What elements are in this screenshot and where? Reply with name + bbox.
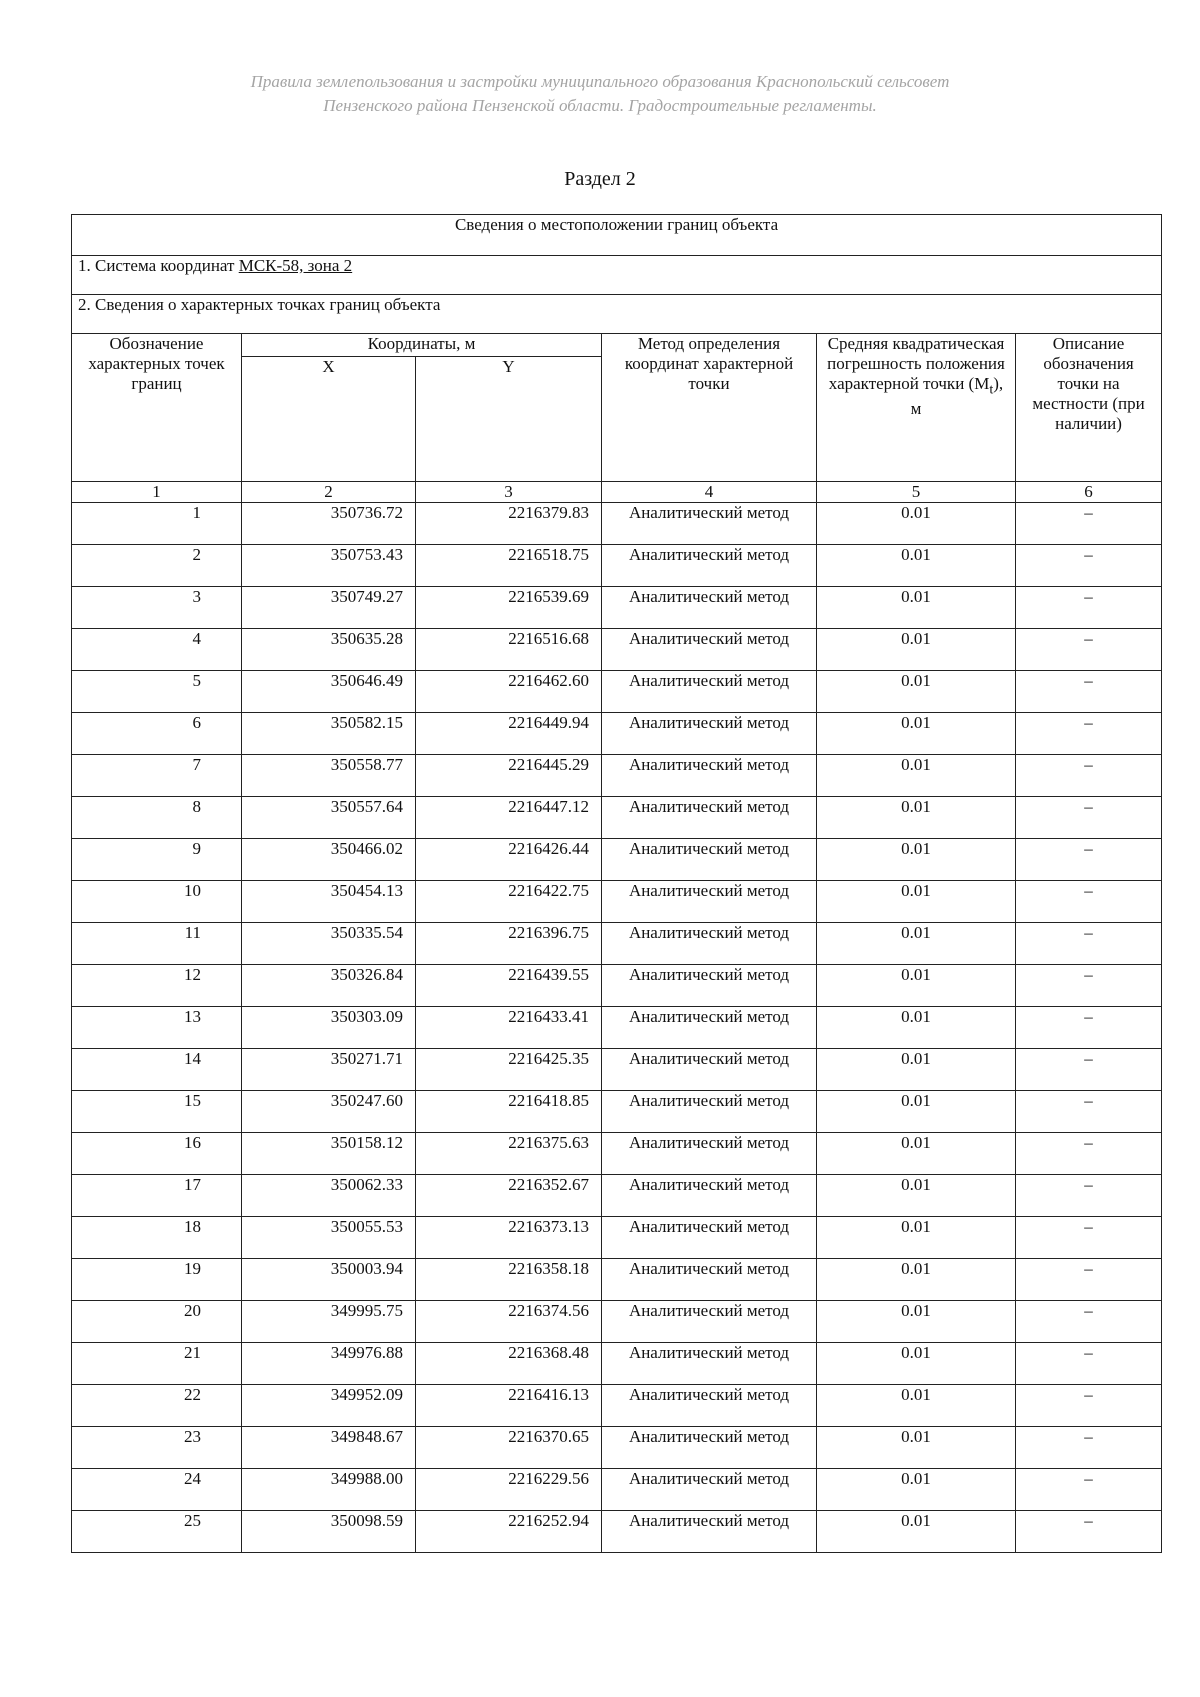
y-coordinate-cell: 2216426.44 [416, 839, 602, 881]
error-cell: 0.01 [817, 1133, 1016, 1175]
error-cell: 0.01 [817, 881, 1016, 923]
x-coordinate-cell: 349995.75 [242, 1301, 416, 1343]
x-coordinate-cell: 350271.71 [242, 1049, 416, 1091]
y-coordinate-cell: 2216518.75 [416, 545, 602, 587]
error-cell: 0.01 [817, 1175, 1016, 1217]
x-coordinate-cell: 350635.28 [242, 629, 416, 671]
error-cell: 0.01 [817, 1427, 1016, 1469]
y-coordinate-cell: 2216447.12 [416, 797, 602, 839]
method-cell: Аналитический метод [602, 1301, 817, 1343]
method-cell: Аналитический метод [602, 1091, 817, 1133]
table-row [72, 965, 1162, 1007]
error-cell: 0.01 [817, 1511, 1016, 1553]
x-coordinate-cell: 350646.49 [242, 671, 416, 713]
point-number-cell: 25 [72, 1511, 242, 1553]
table-row [72, 629, 1162, 671]
x-coordinate-cell: 349848.67 [242, 1427, 416, 1469]
method-cell: Аналитический метод [602, 965, 817, 1007]
header-error [817, 334, 1016, 482]
error-cell: 0.01 [817, 1469, 1016, 1511]
error-cell: 0.01 [817, 503, 1016, 545]
error-cell: 0.01 [817, 923, 1016, 965]
point-number-cell: 17 [72, 1175, 242, 1217]
point-number-cell: 4 [72, 629, 242, 671]
y-coordinate-cell: 2216422.75 [416, 881, 602, 923]
y-coordinate-cell: 2216516.68 [416, 629, 602, 671]
method-cell: Аналитический метод [602, 1217, 817, 1259]
y-coordinate-cell: 2216418.85 [416, 1091, 602, 1133]
description-cell: – [1016, 755, 1162, 797]
point-number-cell: 10 [72, 881, 242, 923]
point-number-cell: 11 [72, 923, 242, 965]
error-cell: 0.01 [817, 797, 1016, 839]
y-coordinate-cell: 2216449.94 [416, 713, 602, 755]
point-number-cell: 20 [72, 1301, 242, 1343]
error-cell: 0.01 [817, 629, 1016, 671]
method-cell: Аналитический метод [602, 1427, 817, 1469]
column-number: 5 [817, 482, 1016, 503]
y-coordinate-cell: 2216252.94 [416, 1511, 602, 1553]
method-cell: Аналитический метод [602, 1259, 817, 1301]
error-cell: 0.01 [817, 1091, 1016, 1133]
method-cell: Аналитический метод [602, 1049, 817, 1091]
x-coordinate-cell: 350454.13 [242, 881, 416, 923]
x-coordinate-cell: 350466.02 [242, 839, 416, 881]
error-cell: 0.01 [817, 713, 1016, 755]
y-coordinate-cell: 2216425.35 [416, 1049, 602, 1091]
x-coordinate-cell: 349952.09 [242, 1385, 416, 1427]
x-coordinate-cell: 349988.00 [242, 1469, 416, 1511]
description-cell: – [1016, 839, 1162, 881]
table-row [72, 545, 1162, 587]
y-coordinate-cell: 2216416.13 [416, 1385, 602, 1427]
table-row [72, 1175, 1162, 1217]
point-number-cell: 12 [72, 965, 242, 1007]
header-coordinates: Координаты, м [242, 334, 602, 357]
description-cell: – [1016, 713, 1162, 755]
method-cell: Аналитический метод [602, 1175, 817, 1217]
header-x: X [242, 357, 416, 482]
header-note-line-2: Пензенского района Пензенской области. Градостроительные регламенты. [323, 96, 877, 115]
table-row [72, 923, 1162, 965]
table-row [72, 713, 1162, 755]
y-coordinate-cell: 2216439.55 [416, 965, 602, 1007]
table-row [72, 1385, 1162, 1427]
y-coordinate-cell: 2216229.56 [416, 1469, 602, 1511]
method-cell: Аналитический метод [602, 587, 817, 629]
description-cell: – [1016, 545, 1162, 587]
table-row [72, 503, 1162, 545]
point-number-cell: 21 [72, 1343, 242, 1385]
column-number: 2 [242, 482, 416, 503]
document-header-note [0, 70, 1200, 118]
description-cell: – [1016, 629, 1162, 671]
point-number-cell: 5 [72, 671, 242, 713]
point-number-cell: 18 [72, 1217, 242, 1259]
point-number-cell: 23 [72, 1427, 242, 1469]
column-number: 1 [72, 482, 242, 503]
x-coordinate-cell: 350158.12 [242, 1133, 416, 1175]
table-row [72, 1007, 1162, 1049]
error-cell: 0.01 [817, 1343, 1016, 1385]
coordinate-system-row [72, 256, 1162, 295]
column-number-row [72, 482, 1162, 503]
error-cell: 0.01 [817, 839, 1016, 881]
x-coordinate-cell: 350098.59 [242, 1511, 416, 1553]
y-coordinate-cell: 2216396.75 [416, 923, 602, 965]
method-cell: Аналитический метод [602, 881, 817, 923]
method-cell: Аналитический метод [602, 545, 817, 587]
x-coordinate-cell: 350303.09 [242, 1007, 416, 1049]
x-coordinate-cell: 350326.84 [242, 965, 416, 1007]
section-title: Раздел 2 [564, 168, 636, 190]
column-number: 6 [1016, 482, 1162, 503]
y-coordinate-cell: 2216539.69 [416, 587, 602, 629]
column-number: 3 [416, 482, 602, 503]
point-number-cell: 19 [72, 1259, 242, 1301]
table-row [72, 1217, 1162, 1259]
description-cell: – [1016, 1259, 1162, 1301]
point-number-cell: 3 [72, 587, 242, 629]
method-cell: Аналитический метод [602, 1343, 817, 1385]
x-coordinate-cell: 350003.94 [242, 1259, 416, 1301]
error-cell: 0.01 [817, 545, 1016, 587]
method-cell: Аналитический метод [602, 1469, 817, 1511]
error-cell: 0.01 [817, 1301, 1016, 1343]
table-row [72, 1469, 1162, 1511]
method-cell: Аналитический метод [602, 923, 817, 965]
header-note-line-1: Правила землепользования и застройки муниципального образования Краснопольский сельсовет [250, 72, 950, 91]
error-cell: 0.01 [817, 755, 1016, 797]
y-coordinate-cell: 2216374.56 [416, 1301, 602, 1343]
table-row [72, 671, 1162, 713]
y-coordinate-cell: 2216373.13 [416, 1217, 602, 1259]
y-coordinate-cell: 2216379.83 [416, 503, 602, 545]
header-designation: Обозначение характерных точек границ [72, 334, 242, 482]
y-coordinate-cell: 2216352.67 [416, 1175, 602, 1217]
y-coordinate-cell: 2216433.41 [416, 1007, 602, 1049]
table-row [72, 755, 1162, 797]
y-coordinate-cell: 2216358.18 [416, 1259, 602, 1301]
table-row [72, 1259, 1162, 1301]
description-cell: – [1016, 1133, 1162, 1175]
description-cell: – [1016, 1343, 1162, 1385]
error-cell: 0.01 [817, 1049, 1016, 1091]
table-title: Сведения о местоположении границ объекта [72, 215, 1162, 256]
x-coordinate-cell: 350736.72 [242, 503, 416, 545]
table-row [72, 797, 1162, 839]
description-cell: – [1016, 1091, 1162, 1133]
description-cell: – [1016, 923, 1162, 965]
header-y: Y [416, 357, 602, 482]
method-cell: Аналитический метод [602, 797, 817, 839]
point-number-cell: 15 [72, 1091, 242, 1133]
error-cell: 0.01 [817, 1259, 1016, 1301]
method-cell: Аналитический метод [602, 1133, 817, 1175]
description-cell: – [1016, 1469, 1162, 1511]
method-cell: Аналитический метод [602, 1511, 817, 1553]
description-cell: – [1016, 1427, 1162, 1469]
error-cell: 0.01 [817, 671, 1016, 713]
description-cell: – [1016, 1301, 1162, 1343]
method-cell: Аналитический метод [602, 839, 817, 881]
method-cell: Аналитический метод [602, 1385, 817, 1427]
table-row [72, 1427, 1162, 1469]
header-description: Описание обозначения точки на местности (при наличии) [1016, 334, 1162, 482]
coordinate-system-label: 1. Система координат [78, 256, 239, 275]
point-number-cell: 1 [72, 503, 242, 545]
error-cell: 0.01 [817, 1217, 1016, 1259]
method-cell: Аналитический метод [602, 503, 817, 545]
description-cell: – [1016, 1511, 1162, 1553]
table-row [72, 1091, 1162, 1133]
boundary-points-table [71, 214, 1162, 1553]
point-number-cell: 13 [72, 1007, 242, 1049]
table-row [72, 839, 1162, 881]
header-method: Метод определения координат характерной точки [602, 334, 817, 482]
point-number-cell: 7 [72, 755, 242, 797]
y-coordinate-cell: 2216462.60 [416, 671, 602, 713]
error-cell: 0.01 [817, 1385, 1016, 1427]
point-number-cell: 6 [72, 713, 242, 755]
point-number-cell: 8 [72, 797, 242, 839]
table-row [72, 881, 1162, 923]
subsection-title: 2. Сведения о характерных точках границ объекта [72, 295, 1162, 334]
x-coordinate-cell: 350582.15 [242, 713, 416, 755]
x-coordinate-cell: 350557.64 [242, 797, 416, 839]
header-error-suffix: ), м [910, 374, 1004, 419]
x-coordinate-cell: 350335.54 [242, 923, 416, 965]
y-coordinate-cell: 2216445.29 [416, 755, 602, 797]
coordinate-system-value: МСК-58, зона 2 [238, 256, 353, 275]
description-cell: – [1016, 797, 1162, 839]
description-cell: – [1016, 1007, 1162, 1049]
error-cell: 0.01 [817, 587, 1016, 629]
y-coordinate-cell: 2216370.65 [416, 1427, 602, 1469]
header-error-subscript: t [989, 381, 994, 398]
method-cell: Аналитический метод [602, 1007, 817, 1049]
x-coordinate-cell: 350749.27 [242, 587, 416, 629]
x-coordinate-cell: 350558.77 [242, 755, 416, 797]
table-row [72, 587, 1162, 629]
x-coordinate-cell: 350753.43 [242, 545, 416, 587]
description-cell: – [1016, 503, 1162, 545]
table-row [72, 1049, 1162, 1091]
method-cell: Аналитический метод [602, 671, 817, 713]
method-cell: Аналитический метод [602, 755, 817, 797]
error-cell: 0.01 [817, 965, 1016, 1007]
description-cell: – [1016, 881, 1162, 923]
point-number-cell: 14 [72, 1049, 242, 1091]
y-coordinate-cell: 2216375.63 [416, 1133, 602, 1175]
column-number: 4 [602, 482, 817, 503]
table-row [72, 1511, 1162, 1553]
point-number-cell: 24 [72, 1469, 242, 1511]
description-cell: – [1016, 1385, 1162, 1427]
header-error-prefix: Средняя квадратическая погрешность положения характерной точки (M [827, 334, 1005, 393]
error-cell: 0.01 [817, 1007, 1016, 1049]
table-row [72, 1301, 1162, 1343]
description-cell: – [1016, 1049, 1162, 1091]
x-coordinate-cell: 350247.60 [242, 1091, 416, 1133]
x-coordinate-cell: 350055.53 [242, 1217, 416, 1259]
point-number-cell: 22 [72, 1385, 242, 1427]
point-number-cell: 2 [72, 545, 242, 587]
method-cell: Аналитический метод [602, 629, 817, 671]
x-coordinate-cell: 349976.88 [242, 1343, 416, 1385]
x-coordinate-cell: 350062.33 [242, 1175, 416, 1217]
description-cell: – [1016, 965, 1162, 1007]
method-cell: Аналитический метод [602, 713, 817, 755]
point-number-cell: 16 [72, 1133, 242, 1175]
description-cell: – [1016, 587, 1162, 629]
point-number-cell: 9 [72, 839, 242, 881]
description-cell: – [1016, 671, 1162, 713]
y-coordinate-cell: 2216368.48 [416, 1343, 602, 1385]
description-cell: – [1016, 1217, 1162, 1259]
table-row [72, 1343, 1162, 1385]
table-row [72, 1133, 1162, 1175]
description-cell: – [1016, 1175, 1162, 1217]
